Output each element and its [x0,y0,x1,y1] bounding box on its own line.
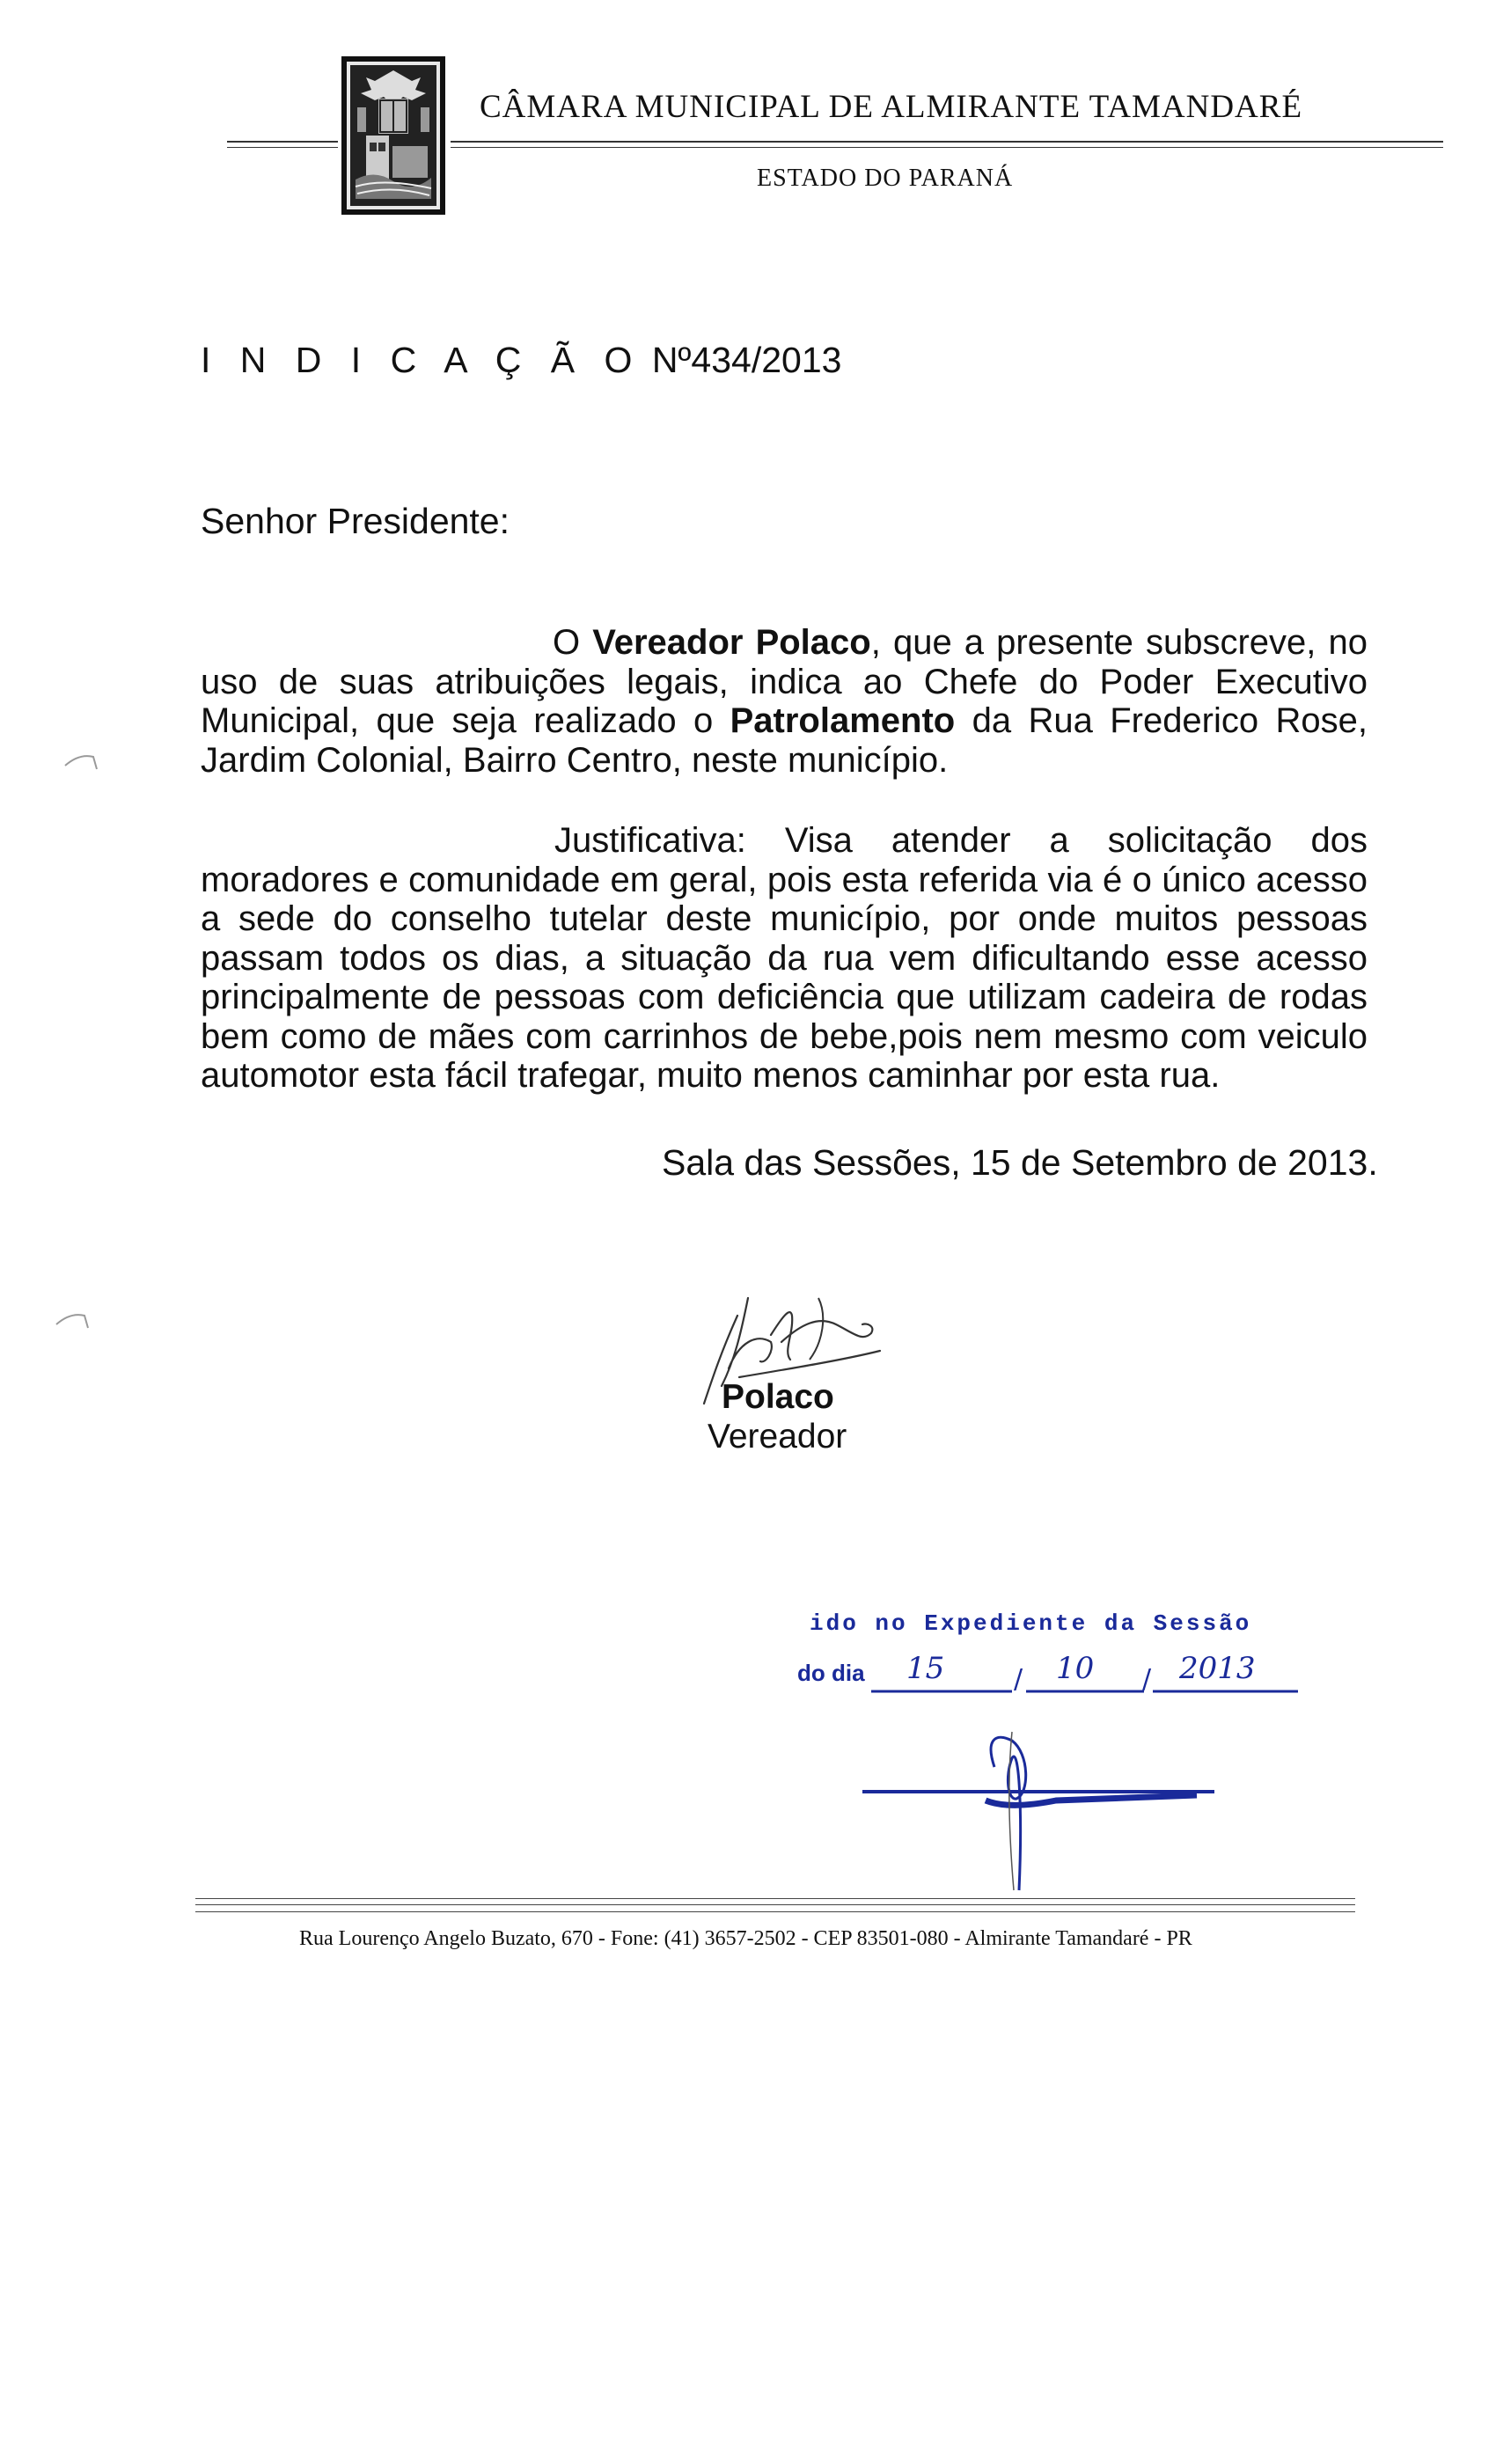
paragraph-line: bem como de mães com carrinhos de bebe,pois nem mesmo com veiculo [201,1016,1368,1056]
stamp-lines [792,1600,1338,1917]
text-span: , que a presente subscreve, no [870,623,1368,662]
paragraph-line: passam todos os dias, a situação da rua vem dificultando esse acesso [201,938,1368,978]
header-rule [451,141,1443,143]
paragraph-line [201,701,1368,741]
stamp-month: 10 [1056,1651,1095,1686]
text-span: da Rua Frederico Rose, [955,701,1368,740]
council-name-heading: CÂMARA MUNICIPAL DE ALMIRANTE TAMANDARÉ [480,89,1303,125]
paragraph-line [201,623,1368,663]
header-rule [227,141,338,143]
signer-name: Polaco [722,1378,834,1416]
councilor-name-bold: Vereador Polaco [592,623,871,662]
signer-role: Vereador [708,1418,847,1456]
stamp-date-label: do dia [797,1660,865,1686]
document-number-value: Nº434/2013 [651,340,842,380]
scan-mark [62,748,106,774]
reception-stamp [792,1600,1338,1917]
header-rule [451,147,1443,148]
text-span: Municipal, que seja realizado o [201,701,730,740]
document-type-label: I N D I C A Ç Ã O [201,340,642,380]
paragraph-line: a sede do conselho tutelar deste município, por onde muitos pessoas [201,899,1368,938]
paragraph-line: automotor esta fácil trafegar, muito menos caminhar por esta rua. [201,1056,1221,1095]
stamp-text: ido no Expediente da Sessão [810,1610,1252,1637]
salutation: Senhor Presidente: [201,501,510,541]
svg-text:/: / [1014,1664,1023,1695]
place-and-date: Sala das Sessões, 15 de Setembro de 2013. [662,1142,1378,1183]
footer-rule [195,1911,1355,1912]
state-subheading: ESTADO DO PARANÁ [757,165,1014,192]
footer-rule [195,1898,1355,1899]
paragraph-line: principalmente de pessoas com deficiência que utilizam cadeira de rodas [201,978,1368,1016]
svg-text:/: / [1142,1664,1152,1695]
stamp-day: 15 [906,1651,945,1686]
paragraph-line: moradores e comunidade em geral, pois esta referida via é o único acesso [201,860,1368,899]
header-rule [227,147,338,148]
stamp-year: 2013 [1179,1651,1256,1686]
municipal-crest-icon [340,55,447,216]
service-bold: Patrolamento [730,701,956,740]
paragraph-line: Justificativa: Visa atender a solicitação dos [554,821,1368,860]
document-number [201,340,841,381]
justification-paragraph [201,821,1368,1096]
request-paragraph [201,623,1368,780]
scan-mark [53,1307,97,1333]
paragraph-line: Jardim Colonial, Bairro Centro, neste município. [201,740,949,780]
paragraph-line: uso de suas atribuições legais, indica ao Chefe do Poder Executivo [201,662,1368,701]
footer-address: Rua Lourenço Angelo Buzato, 670 - Fone: (41) 3657-2502 - CEP 83501-080 - Almirante Tamandaré - PR [299,1927,1192,1950]
footer-rule [195,1904,1355,1905]
text-span: O [553,623,593,662]
